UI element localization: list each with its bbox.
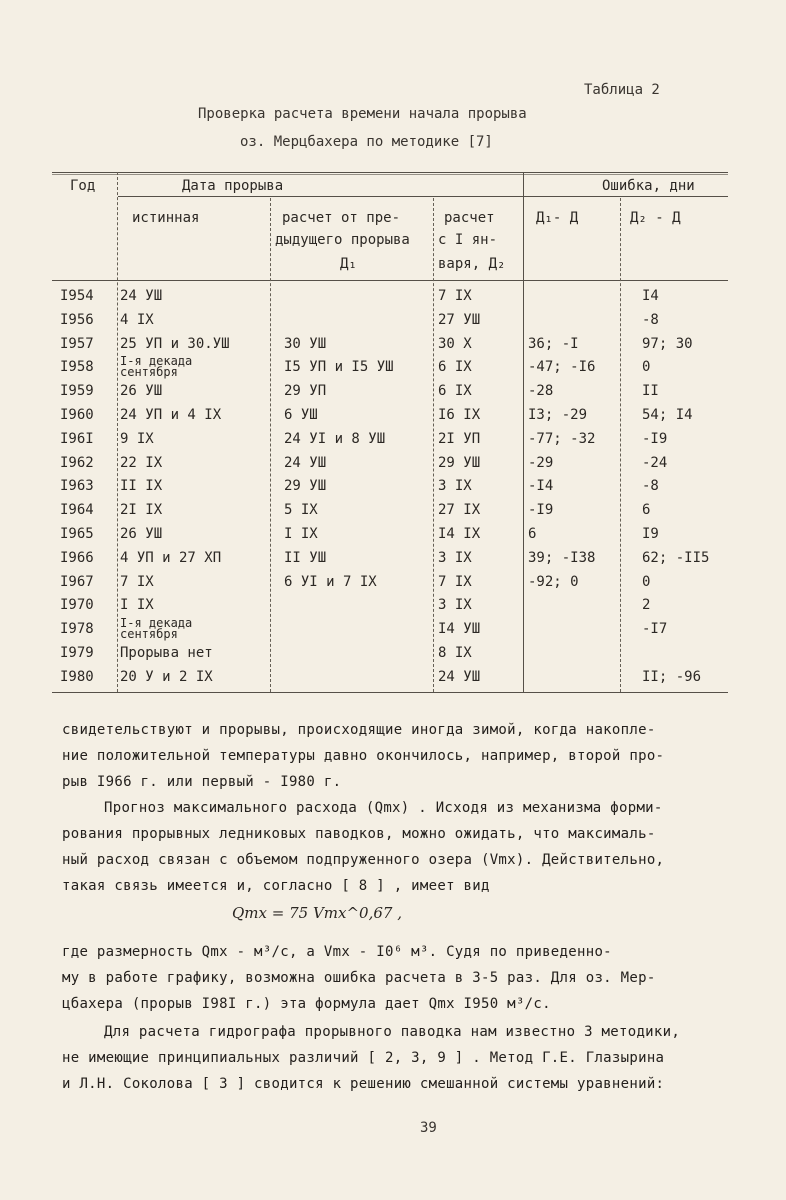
table-cell-e2: 62; -II5 (642, 549, 710, 566)
table-cell-e2: I4 (642, 288, 659, 304)
paragraph-2-line-1: Прогноз максимального расхода (Qmx) . Исходя из механизма форми- (104, 800, 663, 816)
sub-prev-line3: Д₁ (340, 256, 357, 272)
table-cell-true: 26 УШ (120, 383, 163, 400)
table-title-line2: оз. Мерцбахера по методике [7] (240, 134, 493, 150)
table-cell-true: 4 УП и 27 XП (120, 549, 222, 566)
table-cell-e2: 2 (642, 597, 651, 614)
table-cell-prev: 6 УШ (284, 407, 318, 423)
table-cell-e2: -I7 (642, 621, 668, 638)
table-cell-jan: 3 IX (438, 549, 472, 566)
table-cell-e2: II; -96 (642, 668, 702, 685)
table-cell-year: I956 (60, 311, 94, 328)
table-cell-prev: 29 УП (284, 383, 327, 400)
table-cell-year: I959 (60, 383, 94, 400)
table-cell-e2: 54; I4 (642, 407, 693, 423)
table-cell-jan: 27 УШ (438, 311, 481, 328)
table-cell-true: 4 IX (120, 311, 154, 328)
sub-prev-line2: дыдущего прорыва (275, 232, 410, 248)
table-cell-jan: 30 X (438, 335, 472, 352)
paragraph-1-line-3: рыв I966 г. или первый - I980 г. (62, 774, 342, 790)
table-cell-year: I964 (60, 502, 94, 519)
table-cell-e2: I9 (642, 526, 659, 542)
table-cell-year: I966 (60, 549, 94, 566)
sub-jan-line2: с I ян- (438, 232, 498, 248)
table-cell-year: I970 (60, 597, 94, 614)
table-cell-true: 7 IX (120, 573, 154, 590)
table-cell-jan: 24 УШ (438, 668, 481, 685)
table-cell-jan: 3 IX (438, 478, 472, 495)
table-cell-year: I967 (60, 573, 94, 590)
paragraph-4-line-2: не имеющие принципиальных различий [ 2, 3, 9 ] . Метод Г.Е. Глазырина (62, 1050, 665, 1066)
table-cell-jan: 6 IX (438, 359, 472, 376)
sub-jan-line1: расчет (444, 210, 495, 226)
table-cell-true: 9 IX (120, 430, 154, 447)
table-cell-jan: 3 IX (438, 597, 472, 614)
table-cell-year: I957 (60, 335, 94, 352)
paragraph-2-line-2: рования прорывных ледниковых паводков, можно ожидать, что максималь- (62, 826, 656, 842)
table-cell-e1: I3; -29 (528, 407, 588, 423)
table-cell-true: 2I IX (120, 502, 163, 519)
table-cell-e1: -47; -I6 (528, 359, 596, 376)
paragraph-2-line-4: такая связь имеется и, согласно [ 8 ] , имеет вид (62, 878, 490, 894)
table-cell-e1: -I9 (528, 502, 554, 519)
table-cell-true: 24 УП и 4 IX (120, 407, 222, 423)
paragraph-3-line-3: цбахера (прорыв I98I г.) эта формула дает Qmx I950 м³/с. (62, 996, 551, 1012)
table-cell-year: I980 (60, 668, 94, 685)
table-cell-prev: 6 УI и 7 IX (284, 573, 377, 590)
paragraph-2-line-3: ный расход связан с объемом подпруженного озера (Vmx). Действительно, (62, 852, 665, 868)
table-cell-true: 26 УШ (120, 526, 163, 542)
page-number: 39 (420, 1120, 437, 1136)
paragraph-3-line-2: му в работе графику, возможна ошибка расчета в 3-5 раз. Для оз. Мер- (62, 970, 656, 986)
table-cell-e1: 6 (528, 526, 537, 542)
table-cell-e2: -8 (642, 478, 659, 495)
table-cell-prev: II УШ (284, 549, 327, 566)
table-cell-year: I954 (60, 288, 94, 304)
paragraph-4-line-1: Для расчета гидрографа прорывного паводка нам известно 3 методики, (104, 1024, 681, 1040)
paragraph-1-line-1: свидетельствуют и прорывы, происходящие иногда зимой, когда накопле- (62, 722, 656, 738)
table-cell-e1: 36; -I (528, 335, 579, 352)
sub-e2-header: Д₂ - Д (630, 210, 681, 226)
table-cell-e1: -I4 (528, 478, 554, 495)
table-cell-true: 22 IX (120, 454, 163, 471)
table-cell-year: I963 (60, 478, 94, 495)
table-label: Таблица 2 (584, 82, 660, 98)
table-cell-true: 24 УШ (120, 288, 163, 304)
table-cell-jan: 29 УШ (438, 454, 481, 471)
table-cell-e2: 0 (642, 573, 651, 590)
table-cell-e2: II (642, 383, 659, 400)
table-cell-prev: 24 УШ (284, 454, 327, 471)
table-cell-jan: 27 IX (438, 502, 481, 519)
table-cell-year: I96I (60, 430, 94, 447)
table-cell-jan: I6 IX (438, 407, 481, 423)
table-cell-year: I962 (60, 454, 94, 471)
sub-e1-header: Д₁- Д (536, 210, 579, 226)
table-cell-jan: 2I УП (438, 430, 481, 447)
table-cell-prev: 24 УI и 8 УШ (284, 430, 386, 447)
paragraph-3-line-1: где размерность Qmx - м³/с, а Vmx - I0⁶ м³. Судя по приведенно- (62, 944, 612, 960)
table-cell-e1: 39; -I38 (528, 549, 596, 566)
table-cell-prev: 29 УШ (284, 478, 327, 495)
table-cell-jan: 6 IX (438, 383, 472, 400)
table-cell-jan: I4 УШ (438, 621, 481, 638)
col-date-header: Дата прорыва (182, 178, 284, 194)
paragraph-4-line-3: и Л.Н. Соколова [ 3 ] сводится к решению смешанной системы уравнений: (62, 1076, 665, 1092)
sub-true-header: истинная (132, 210, 200, 226)
table-title-line1: Проверка расчета времени начала прорыва (198, 106, 527, 122)
table-cell-true: 20 У и 2 IX (120, 668, 213, 685)
col-error-header: Ошибка, дни (602, 178, 695, 194)
table-cell-year: I979 (60, 645, 94, 661)
table-cell-year: I960 (60, 407, 94, 423)
table-cell-year: I978 (60, 621, 94, 638)
sub-prev-line1: расчет от пре- (282, 210, 401, 226)
table-cell-e1: -28 (528, 383, 554, 400)
table-cell-year: I965 (60, 526, 94, 542)
table-cell-true: I-я декада сентября (120, 616, 193, 642)
table-cell-prev: 5 IX (284, 502, 318, 519)
table-cell-year: I958 (60, 359, 94, 376)
table-cell-e1: -92; 0 (528, 573, 579, 590)
formula: Qmx = 75 Vmx^0,67 , (232, 904, 402, 922)
data-table (52, 170, 728, 698)
table-cell-true: Прорыва нет (120, 645, 213, 661)
table-cell-jan: I4 IX (438, 526, 481, 542)
table-cell-e2: 0 (642, 359, 651, 376)
table-cell-jan: 7 IX (438, 573, 472, 590)
sub-jan-line3: варя, Д₂ (438, 256, 506, 272)
table-cell-jan: 7 IX (438, 288, 472, 304)
table-cell-e2: -24 (642, 454, 668, 471)
table-cell-prev: I5 УП и I5 УШ (284, 359, 394, 376)
table-cell-e2: -I9 (642, 430, 668, 447)
col-year-header: Год (70, 178, 96, 194)
table-cell-e2: 97; 30 (642, 335, 693, 352)
table-cell-e2: -8 (642, 311, 659, 328)
table-cell-e1: -77; -32 (528, 430, 596, 447)
table-cell-prev: 30 УШ (284, 335, 327, 352)
table-cell-jan: 8 IX (438, 645, 472, 661)
table-cell-true: 25 УП и 30.УШ (120, 335, 230, 352)
table-cell-true: I-я декада сентября (120, 354, 193, 380)
table-cell-e1: -29 (528, 454, 554, 471)
paragraph-1-line-2: ние положительной температуры давно окончилось, например, второй про- (62, 748, 665, 764)
table-cell-prev: I IX (284, 526, 318, 542)
table-cell-true: I IX (120, 597, 154, 614)
table-cell-e2: 6 (642, 502, 651, 519)
table-cell-true: II IX (120, 478, 163, 495)
